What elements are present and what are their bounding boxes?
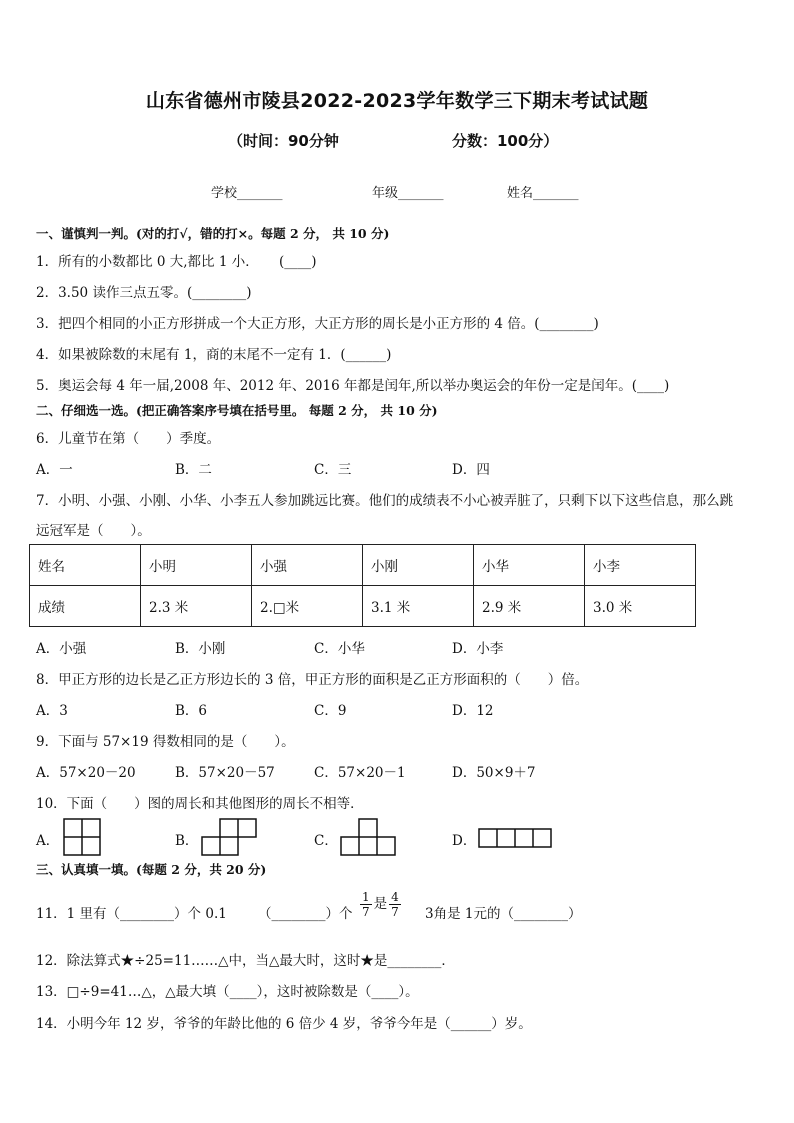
q6-option-b: B．二 <box>175 462 212 478</box>
table-row <box>30 586 696 627</box>
q8-option-a: A．3 <box>36 703 68 719</box>
q6-option-c: C．三 <box>314 462 352 478</box>
question-7-line2: 远冠军是（ ）。 <box>36 523 151 539</box>
exam-time: （时间：90分钟 <box>228 132 339 150</box>
score-table <box>29 544 696 627</box>
figure-a-grid <box>63 818 103 858</box>
question-3: 3．把四个相同的小正方形拼成一个大正方形，大正方形的周长是小正方形的 4 倍。(________) <box>36 316 599 332</box>
question-11-fraction <box>358 890 403 919</box>
table-cell: 小强 <box>252 545 363 586</box>
question-11-part-c: 3角是 1元的（________） <box>425 906 582 922</box>
section2-header: 二、仔细选一选。(把正确答案序号填在括号里。 每题 2 分， 共 10 分) <box>36 403 438 418</box>
denominator: 7 <box>362 905 370 919</box>
q7-option-b: B．小刚 <box>175 641 226 657</box>
q8-option-d: D．12 <box>452 703 494 719</box>
fraction-one-seventh <box>360 890 372 919</box>
table-cell: 姓名 <box>30 545 141 586</box>
q9-option-c: C．57×20－1 <box>314 765 406 781</box>
figure-b-shape <box>201 818 259 858</box>
q6-option-d: D．四 <box>452 462 490 478</box>
table-cell: 成绩 <box>30 586 141 627</box>
table-cell: 2.3 米 <box>141 586 252 627</box>
question-13: 13．□÷9=41…△，△最大填（____），这时被除数是（____）。 <box>36 984 419 1000</box>
section1-header: 一、谨慎判一判。(对的打√，错的打×。每题 2 分， 共 10 分) <box>36 226 390 241</box>
is-text: 是 <box>373 896 388 912</box>
grade-field: 年级_______ <box>372 186 444 201</box>
q7-option-c: C．小华 <box>314 641 365 657</box>
q10-option-d: D． <box>452 833 477 849</box>
page-title: 山东省德州市陵县2022-2023学年数学三下期末考试试题 <box>145 90 649 112</box>
question-8: 8．甲正方形的边长是乙正方形边长的 3 倍，甲正方形的面积是乙正方形面积的（ ）倍。 <box>36 672 589 688</box>
numerator: 4 <box>391 890 399 904</box>
fraction-four-sevenths <box>389 890 401 919</box>
question-6: 6．儿童节在第（ ）季度。 <box>36 431 221 447</box>
q8-option-c: C．9 <box>314 703 347 719</box>
q10-option-b: B． <box>175 833 199 849</box>
figure-c-shape <box>340 818 398 858</box>
question-2: 2．3.50 读作三点五零。(________) <box>36 285 252 301</box>
question-10: 10．下面（ ）图的周长和其他图形的周长不相等． <box>36 796 364 812</box>
q10-option-a: A． <box>36 833 60 849</box>
q9-option-b: B．57×20－57 <box>175 765 275 781</box>
figure-d-row <box>478 828 554 850</box>
q7-option-d: D．小李 <box>452 641 504 657</box>
question-14: 14．小明今年 12 岁，爷爷的年龄比他的 6 倍少 4 岁，爷爷今年是（______）岁。 <box>36 1016 532 1032</box>
table-cell: 小李 <box>585 545 696 586</box>
school-field: 学校_______ <box>211 186 283 201</box>
table-cell: 小华 <box>474 545 585 586</box>
q10-option-c: C． <box>314 833 338 849</box>
table-cell: 2.9 米 <box>474 586 585 627</box>
question-4: 4．如果被除数的末尾有 1，商的末尾不一定有 1．(______) <box>36 347 392 363</box>
numerator: 1 <box>362 890 370 904</box>
q6-option-a: A．一 <box>36 462 73 478</box>
table-cell: 3.0 米 <box>585 586 696 627</box>
table-cell: 2.□米 <box>252 586 363 627</box>
section3-header: 三、认真填一填。(每题 2 分，共 20 分) <box>36 862 267 877</box>
q7-option-a: A．小强 <box>36 641 87 657</box>
denominator: 7 <box>391 905 399 919</box>
question-11-part-a: 11．1 里有（________）个 0.1 <box>36 906 227 922</box>
question-7-line1: 7．小明、小强、小刚、小华、小李五人参加跳远比赛。他们的成绩表不小心被弄脏了，只剩下以下这些信息，那么跳 <box>36 493 734 509</box>
q9-option-d: D．50×9＋7 <box>452 765 536 781</box>
question-9: 9．下面与 57×19 得数相同的是（ ）。 <box>36 734 295 750</box>
table-cell: 小刚 <box>363 545 474 586</box>
table-cell: 3.1 米 <box>363 586 474 627</box>
q9-option-a: A．57×20－20 <box>36 765 136 781</box>
table-cell: 小明 <box>141 545 252 586</box>
q8-option-b: B．6 <box>175 703 208 719</box>
exam-score: 分数：100分） <box>452 132 559 150</box>
question-5: 5．奥运会每 4 年一届,2008 年、2012 年、2016 年都是闰年,所以举办奥运会的年份一定是闰年。(____) <box>36 378 670 394</box>
question-11-part-b: （________）个 <box>258 906 353 922</box>
name-field: 姓名_______ <box>507 186 579 201</box>
question-1: 1．所有的小数都比 0 大,都比 1 小． (____) <box>36 254 317 270</box>
table-row <box>30 545 696 586</box>
question-12: 12．除法算式★÷25=11……△中，当△最大时，这时★是________． <box>36 953 455 969</box>
